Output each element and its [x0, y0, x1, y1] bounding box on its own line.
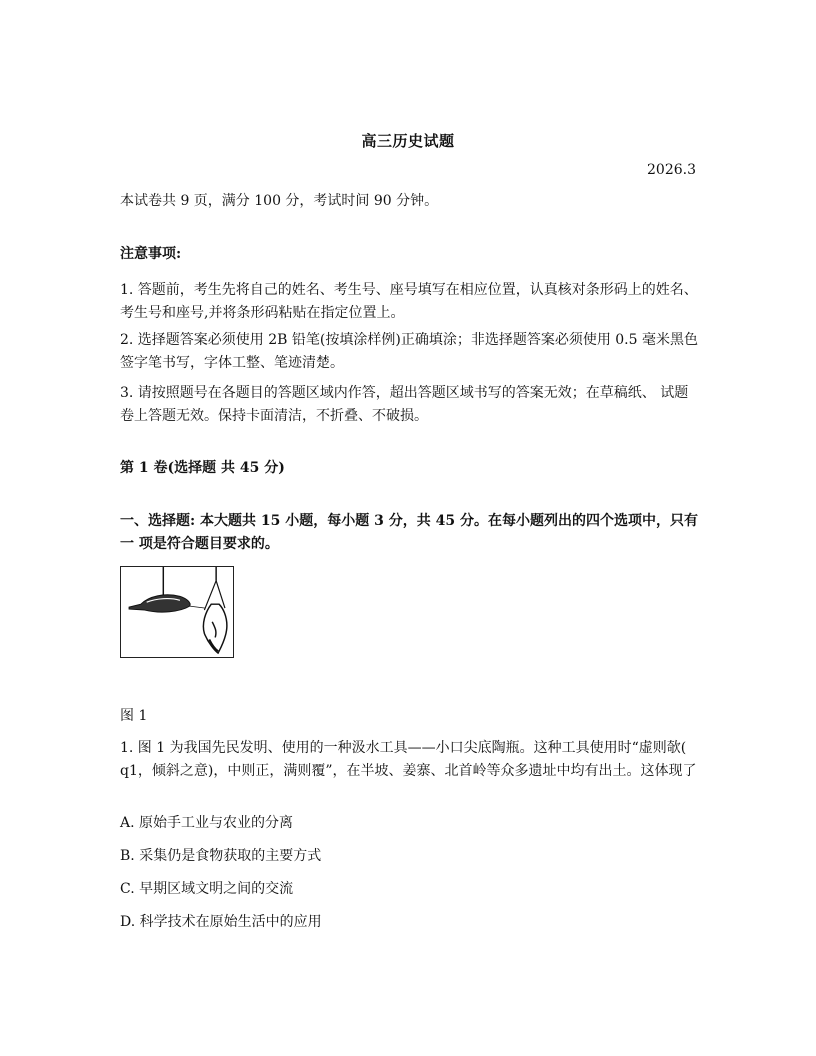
section-heading: 一、选择题: 本大题共 15 小题，每小题 3 分，共 45 分。在每小题列出的四个选项中，只有一 项是符合题目要求的。	[120, 513, 698, 552]
exam-title: 高三历史试题	[361, 132, 455, 150]
exam-intro: 本试卷共 9 页，满分 100 分，考试时间 90 分钟。	[120, 193, 439, 209]
part-heading: 第 1 卷(选择题 共 45 分)	[120, 460, 285, 476]
question-1-option-b: B. 采集仍是食物获取的主要方式	[120, 848, 322, 864]
figure-caption: 图 1	[120, 708, 148, 724]
pottery-bottle-figure	[120, 566, 234, 658]
notice-item-1: 1. 答题前，考生先将自己的姓名、考生号、座号填写在相应位置，认真核对条形码上的姓名、考生号和座号,并将条形码粘贴在指定位置上。	[120, 282, 698, 321]
question-1-option-d: D. 科学技术在原始生活中的应用	[120, 914, 322, 930]
exam-date: 2026.3	[647, 162, 696, 178]
question-1-stem: 1. 图 1 为我国先民发明、使用的一种汲水工具——小口尖底陶瓶。这种工具使用时“虚则欹( q1，倾斜之意)，中则正，满则覆”，在半坡、姜寨、北首岭等众多遗址中均有出土。这体现了	[120, 740, 697, 779]
pointed-bottom-bottle-illustration	[121, 567, 233, 657]
question-1-option-c: C. 早期区域文明之间的交流	[120, 881, 294, 897]
question-1-option-a: A. 原始手工业与农业的分离	[120, 815, 294, 831]
notice-item-3: 3. 请按照题号在各题目的答题区域内作答，超出答题区域书写的答案无效；在草稿纸、 试题卷上答题无效。保持卡面清洁，不折叠、不破损。	[120, 385, 689, 424]
notice-heading: 注意事项:	[120, 246, 182, 262]
notice-item-2: 2. 选择题答案必须使用 2B 铅笔(按填涂样例)正确填涂；非选择题答案必须使用 0.5 毫米黑色签字笔书写，字体工整、笔迹清楚。	[120, 332, 698, 371]
